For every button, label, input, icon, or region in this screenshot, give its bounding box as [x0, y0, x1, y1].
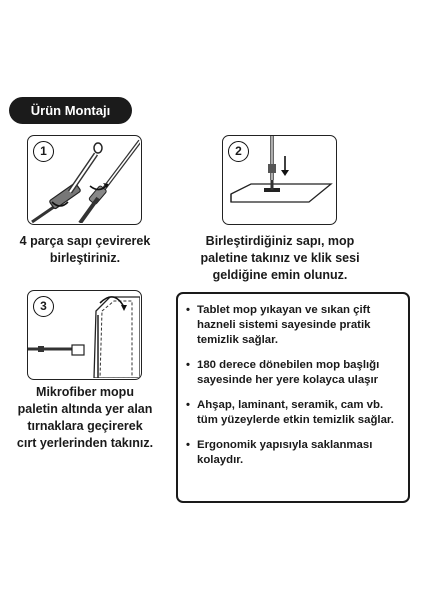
step-2-line-2: paletine takınız ve klik sesi: [200, 251, 360, 265]
step-3-caption: [0, 384, 170, 452]
step-1-line-1: 4 parça sapı çevirerek: [19, 234, 151, 248]
feature-item: [186, 398, 400, 428]
step-2-line-3: geldiğine emin olunuz.: [212, 268, 348, 282]
feature-item: [186, 358, 400, 388]
step-3-line-3: tırnaklara geçirerek: [27, 419, 143, 433]
feature-text: Tablet mop yıkayan ve sıkan çift hazneli sistemi sayesinde pratik temizlik sağlar.: [197, 304, 371, 346]
step-1-line-2: birleştiriniz.: [49, 251, 121, 265]
step-3-number: 3: [33, 296, 54, 317]
feature-text: Ergonomik yapısıyla saklanması kolaydır.: [197, 439, 373, 466]
step-2-number: 2: [228, 141, 249, 162]
feature-item: [186, 438, 400, 468]
step-1-caption: [0, 233, 170, 267]
bullet: •: [186, 399, 190, 411]
step-3-illustration: [27, 290, 142, 380]
feature-text: Ahşap, laminant, seramik, cam vb. tüm yüzeylerde etkin temizlik sağlar.: [197, 399, 394, 426]
assembly-header-badge: [9, 97, 132, 124]
step-1-number: 1: [33, 141, 54, 162]
bullet: •: [186, 304, 190, 316]
bullet: •: [186, 439, 190, 451]
features-box: [176, 292, 410, 503]
feature-item: [186, 303, 400, 348]
step-3-line-2: paletin altında yer alan: [17, 402, 153, 416]
step-2-illustration: [222, 135, 337, 225]
step-2-caption: [190, 233, 370, 284]
step-3-line-1: Mikrofiber mopu: [36, 385, 134, 399]
feature-text: 180 derece dönebilen mop başlığı sayesinde her yere kolayca ulaşır: [197, 359, 380, 386]
step-1-illustration: [27, 135, 142, 225]
bullet: •: [186, 359, 190, 371]
assembly-title: Ürün Montajı: [30, 103, 111, 118]
step-2-line-1: Birleştirdiğiniz sapı, mop: [205, 234, 355, 248]
step-3-line-4: cırt yerlerinden takınız.: [16, 436, 154, 450]
